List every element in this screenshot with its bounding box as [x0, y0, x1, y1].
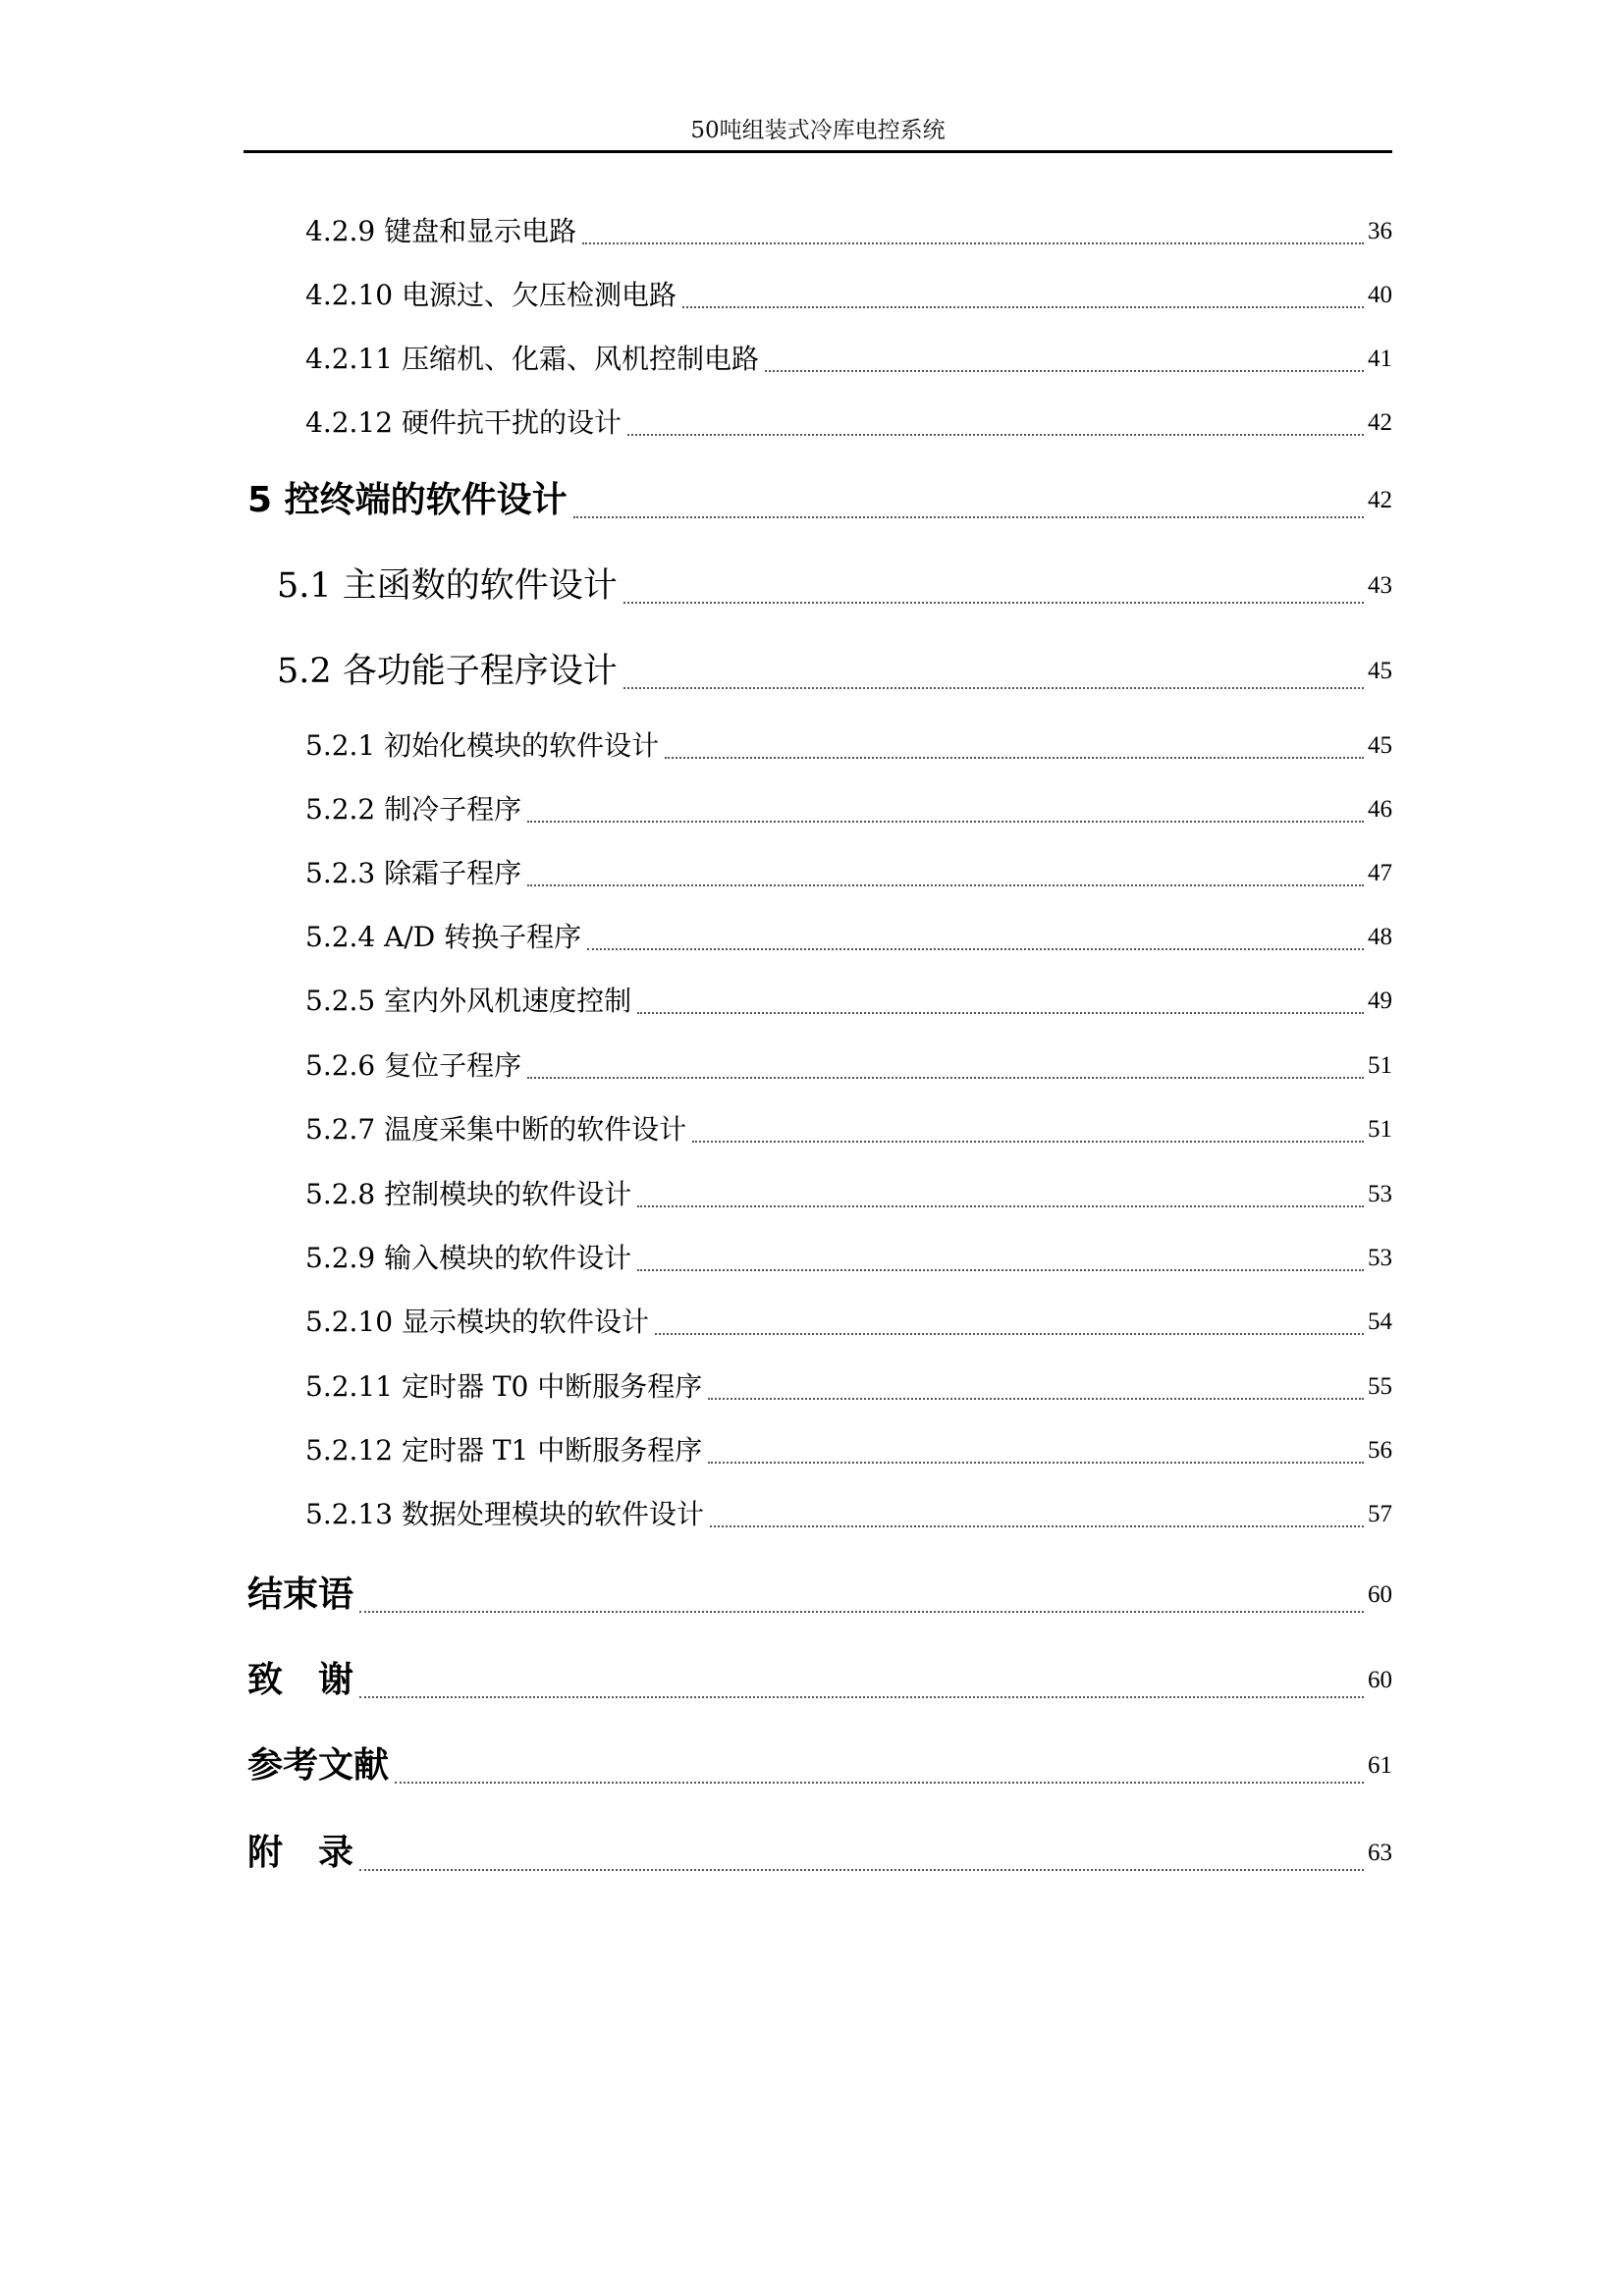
- toc-dot-leader: [655, 1333, 1364, 1335]
- toc-entry-label: 参考文献: [247, 1745, 390, 1786]
- toc-entry-5-2-8[interactable]: [305, 1175, 1392, 1214]
- toc-dot-leader: [527, 821, 1364, 823]
- toc-dot-leader: [708, 1462, 1364, 1464]
- toc-entry-label: 5.2 各功能子程序设计: [277, 652, 618, 691]
- toc-dot-leader: [637, 1269, 1364, 1271]
- toc-page-number: 48: [1368, 924, 1392, 950]
- toc-page-number: 47: [1368, 860, 1392, 886]
- toc-entry-label: 5.2.3 除霜子程序: [305, 857, 522, 889]
- toc-page-number: 60: [1368, 1581, 1392, 1608]
- toc-entry-5-2-4[interactable]: [305, 918, 1392, 957]
- toc-page-number: 41: [1368, 346, 1392, 372]
- toc-dot-leader: [587, 948, 1364, 950]
- toc-page-number: 51: [1368, 1052, 1392, 1079]
- toc-page-number: 54: [1368, 1308, 1392, 1335]
- toc-dot-leader: [637, 1205, 1364, 1207]
- toc-dot-leader: [708, 1398, 1364, 1400]
- toc-entry-5-2-5[interactable]: [305, 982, 1392, 1021]
- toc-page-number: 60: [1368, 1667, 1392, 1693]
- toc-entry-5-2-2[interactable]: [305, 790, 1392, 829]
- toc-entry-label: 5.2.6 复位子程序: [305, 1049, 522, 1082]
- toc-dot-leader: [582, 242, 1364, 244]
- toc-entry-5-2-9[interactable]: [305, 1239, 1392, 1278]
- toc-entry-label: 5.2.7 温度采集中断的软件设计: [305, 1113, 687, 1146]
- toc-entry-label: 致 谢: [247, 1660, 354, 1700]
- toc-dot-leader: [527, 884, 1364, 886]
- toc-entry-label: 5.2.11 定时器 T0 中断服务程序: [305, 1370, 703, 1403]
- toc-entry-label: 5.2.8 控制模块的软件设计: [305, 1178, 632, 1210]
- toc-page-number: 46: [1368, 796, 1392, 823]
- toc-entry-label: 5.2.12 定时器 T1 中断服务程序: [305, 1434, 703, 1467]
- toc-entry-4-2-12[interactable]: [305, 403, 1392, 443]
- toc-dot-leader: [665, 757, 1364, 759]
- toc-dot-leader: [359, 1611, 1364, 1613]
- toc-dot-leader: [395, 1782, 1364, 1784]
- toc-dot-leader: [765, 370, 1364, 372]
- toc-entry-label: 4.2.12 硬件抗干扰的设计: [305, 406, 622, 439]
- toc-page-number: 42: [1368, 487, 1392, 513]
- toc-entry-label: 5.2.1 初始化模块的软件设计: [305, 729, 660, 762]
- toc-dot-leader: [623, 687, 1364, 689]
- toc-entry-label: 结束语: [247, 1575, 354, 1615]
- toc-page-number: 55: [1368, 1373, 1392, 1400]
- toc-page-number: 43: [1368, 572, 1392, 599]
- running-header: 50吨组装式冷库电控系统: [690, 118, 946, 143]
- toc-page-number: 42: [1368, 409, 1392, 436]
- toc-dot-leader: [637, 1012, 1364, 1014]
- toc-entry-label: 4.2.10 电源过、欠压检测电路: [305, 279, 677, 311]
- toc-dot-leader: [710, 1525, 1364, 1527]
- toc-dot-leader: [627, 434, 1364, 436]
- toc-entry-5-2-6[interactable]: [305, 1046, 1392, 1086]
- toc-entry-5-2-11[interactable]: [305, 1367, 1392, 1407]
- toc-dot-leader: [573, 516, 1364, 518]
- toc-entry-appendix[interactable]: [247, 1829, 1392, 1878]
- toc-entry-4-2-9[interactable]: [305, 212, 1392, 251]
- toc-page-number: 51: [1368, 1116, 1392, 1143]
- toc-entry-5-2-10[interactable]: [305, 1303, 1392, 1342]
- toc-entry-5-2-7[interactable]: [305, 1110, 1392, 1149]
- toc-entry-5-2-13[interactable]: [305, 1495, 1392, 1534]
- toc-page-number: 45: [1368, 732, 1392, 759]
- toc-entry-label: 5.1 主函数的软件设计: [277, 566, 618, 606]
- toc-page-number: 53: [1368, 1181, 1392, 1207]
- toc-entry-5-2[interactable]: [277, 647, 1392, 696]
- toc-entry-label: 5.2.10 显示模块的软件设计: [305, 1306, 649, 1338]
- toc-entry-5-2-1[interactable]: [305, 726, 1392, 766]
- toc-dot-leader: [359, 1869, 1364, 1871]
- toc-entry-label: 4.2.9 键盘和显示电路: [305, 215, 577, 247]
- toc-entry-label: 4.2.11 压缩机、化霜、风机控制电路: [305, 343, 759, 375]
- toc-entry-label: 5 控终端的软件设计: [247, 480, 568, 520]
- toc-entry-chapter-5[interactable]: [247, 476, 1392, 525]
- toc-page-number: 61: [1368, 1752, 1392, 1779]
- toc-entry-conclusion[interactable]: [247, 1571, 1392, 1620]
- toc-entry-label: 5.2.9 输入模块的软件设计: [305, 1242, 632, 1274]
- toc-page-number: 56: [1368, 1437, 1392, 1464]
- toc-entry-4-2-10[interactable]: [305, 276, 1392, 315]
- toc-entry-5-2-3[interactable]: [305, 854, 1392, 893]
- toc-entry-label: 附 录: [247, 1833, 354, 1873]
- toc-entry-label: 5.2.13 数据处理模块的软件设计: [305, 1498, 704, 1530]
- toc-page-number: 40: [1368, 282, 1392, 308]
- toc-entry-references[interactable]: [247, 1741, 1392, 1790]
- toc-entry-label: 5.2.2 制冷子程序: [305, 793, 522, 826]
- toc-dot-leader: [682, 306, 1364, 308]
- toc-dot-leader: [359, 1696, 1364, 1698]
- toc-page-number: 45: [1368, 658, 1392, 684]
- toc-entry-4-2-11[interactable]: [305, 340, 1392, 379]
- toc-page-number: 57: [1368, 1501, 1392, 1527]
- toc-dot-leader: [692, 1141, 1364, 1143]
- toc-page-number: 63: [1368, 1840, 1392, 1866]
- toc-dot-leader: [623, 602, 1364, 604]
- toc-dot-leader: [527, 1077, 1364, 1079]
- toc-entry-5-1[interactable]: [277, 561, 1392, 611]
- toc-entry-label: 5.2.4 A/D 转换子程序: [305, 921, 582, 953]
- toc-entry-label: 5.2.5 室内外风机速度控制: [305, 985, 632, 1017]
- toc-page-number: 53: [1368, 1245, 1392, 1271]
- toc-entry-acknowledgements[interactable]: [247, 1656, 1392, 1705]
- toc-page-number: 36: [1368, 218, 1392, 244]
- toc-page-number: 49: [1368, 988, 1392, 1014]
- toc-entry-5-2-12[interactable]: [305, 1431, 1392, 1470]
